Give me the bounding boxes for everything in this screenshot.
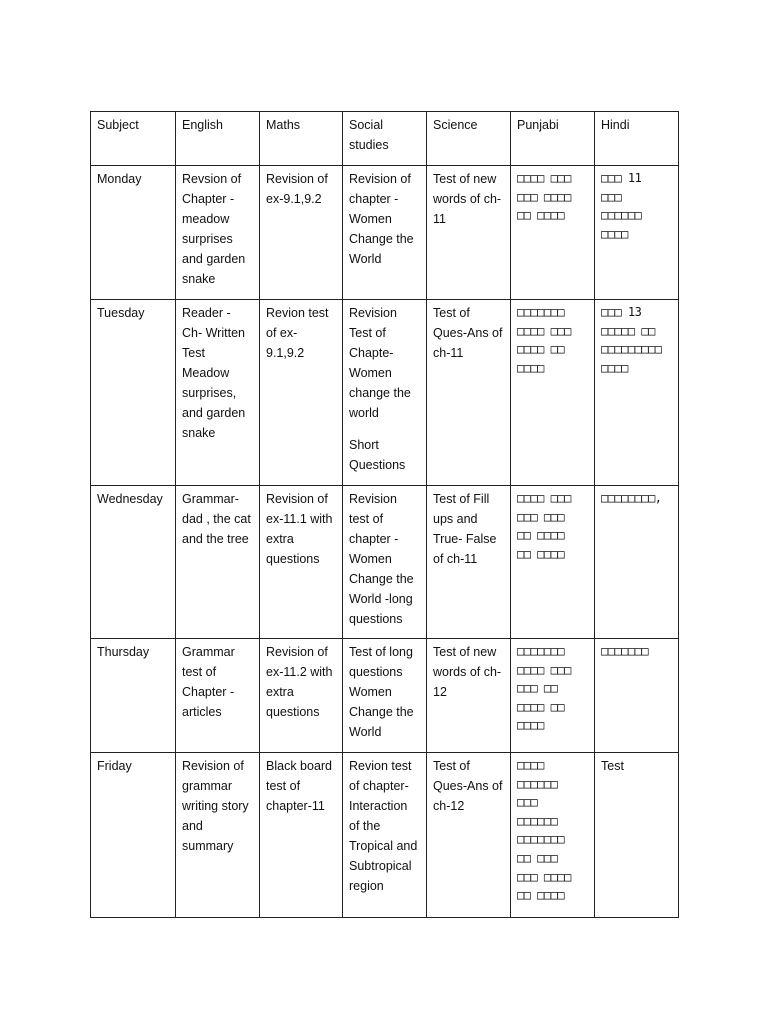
table-row	[91, 300, 679, 486]
social-cell: Test of long questions Women Change the World	[343, 639, 427, 753]
punjabi-cell: □□□□ □□□ □□□ □□□ □□ □□□□ □□ □□□□	[511, 486, 595, 639]
maths-cell: Revion test of ex- 9.1,9.2	[260, 300, 343, 486]
punjabi-cell: □□□□ □□□ □□□ □□□□ □□ □□□□	[511, 166, 595, 300]
header-maths: Maths	[260, 112, 343, 166]
hindi-visible-text: 11	[627, 171, 642, 185]
unrendered-glyphs: □□□□ □□□	[517, 491, 571, 505]
social-cell	[343, 300, 427, 486]
day-cell: Friday	[91, 753, 176, 918]
english-cell: Reader - Ch- Written Test Meadow surprises, and garden snake	[176, 300, 260, 486]
social-cell: Revion test of chapter- Interaction of the Tropical and Subtropical region	[343, 753, 427, 918]
science-cell: Test of Fill ups and True- False of ch-11	[427, 486, 511, 639]
maths-cell: Revision of ex-11.2 with extra questions	[260, 639, 343, 753]
day-cell: Thursday	[91, 639, 176, 753]
header-english: English	[176, 112, 260, 166]
header-science: Science	[427, 112, 511, 166]
table-row	[91, 753, 679, 918]
maths-cell: Revision of ex-11.1 with extra questions	[260, 486, 343, 639]
day-cell: Monday	[91, 166, 176, 300]
day-cell: Tuesday	[91, 300, 176, 486]
punjabi-cell: □□□□ □□□□□□ □□□ □□□□□□ □□□□□□□ □□ □□□ □□□ □□□□ □□ □□□□	[511, 753, 595, 918]
day-cell: Wednesday	[91, 486, 176, 639]
social-cell: Revision test of chapter - Women Change the World -long questions	[343, 486, 427, 639]
science-cell: Test of new words of ch-11	[427, 166, 511, 300]
english-cell: Grammar- dad , the cat and the tree	[176, 486, 260, 639]
header-social-studies: Social studies	[343, 112, 427, 166]
hindi-cell	[595, 486, 679, 639]
maths-cell: Black board test of chapter-11	[260, 753, 343, 918]
english-cell: Revsion of Chapter - meadow surprises and garden snake	[176, 166, 260, 300]
unrendered-glyphs: □□□□□□□	[517, 305, 565, 319]
english-cell: Grammar test of Chapter - articles	[176, 639, 260, 753]
punjabi-cell: □□□□□□□ □□□□ □□□ □□□ □□ □□□□ □□ □□□□	[511, 639, 595, 753]
english-cell: Revision of grammar writing story and summary	[176, 753, 260, 918]
hindi-visible-text: ,	[654, 491, 662, 505]
science-cell: Test of Ques-Ans of ch-12	[427, 753, 511, 918]
social-text: Revision Test of Chapte- Women change the world	[349, 306, 411, 420]
hindi-cell: Test	[595, 753, 679, 918]
unrendered-glyphs: □□□□	[517, 758, 544, 772]
hindi-cell	[595, 639, 679, 753]
header-row	[91, 112, 679, 166]
header-hindi: Hindi	[595, 112, 679, 166]
science-cell: Test of Ques-Ans of ch-11	[427, 300, 511, 486]
social-extra-text: Short Questions	[349, 438, 406, 472]
table-row	[91, 166, 679, 300]
hindi-visible-text: 13	[627, 305, 642, 319]
social-cell: Revision of chapter - Women Change the World	[343, 166, 427, 300]
unrendered-glyphs: □□□□□□□	[601, 644, 649, 658]
hindi-cell: □□□ 13 □□□□□ □□ □□□□□□□□□ □□□□	[595, 300, 679, 486]
unrendered-glyphs: □□□ 11	[601, 171, 642, 185]
table-row	[91, 639, 679, 753]
maths-cell: Revision of ex-9.1,9.2	[260, 166, 343, 300]
science-cell: Test of new words of ch-12	[427, 639, 511, 753]
header-subject: Subject	[91, 112, 176, 166]
unrendered-glyphs: □□□□ □□□	[517, 171, 571, 185]
unrendered-glyphs: □□□□□□□	[517, 644, 565, 658]
unrendered-glyphs: □□□□□□□□,	[601, 491, 662, 505]
schedule-table	[90, 111, 679, 918]
hindi-cell: □□□ 11 □□□ □□□□□□ □□□□	[595, 166, 679, 300]
punjabi-cell: □□□□□□□ □□□□ □□□ □□□□ □□ □□□□	[511, 300, 595, 486]
table-row	[91, 486, 679, 639]
header-punjabi: Punjabi	[511, 112, 595, 166]
unrendered-glyphs: □□□ 13	[601, 305, 642, 319]
